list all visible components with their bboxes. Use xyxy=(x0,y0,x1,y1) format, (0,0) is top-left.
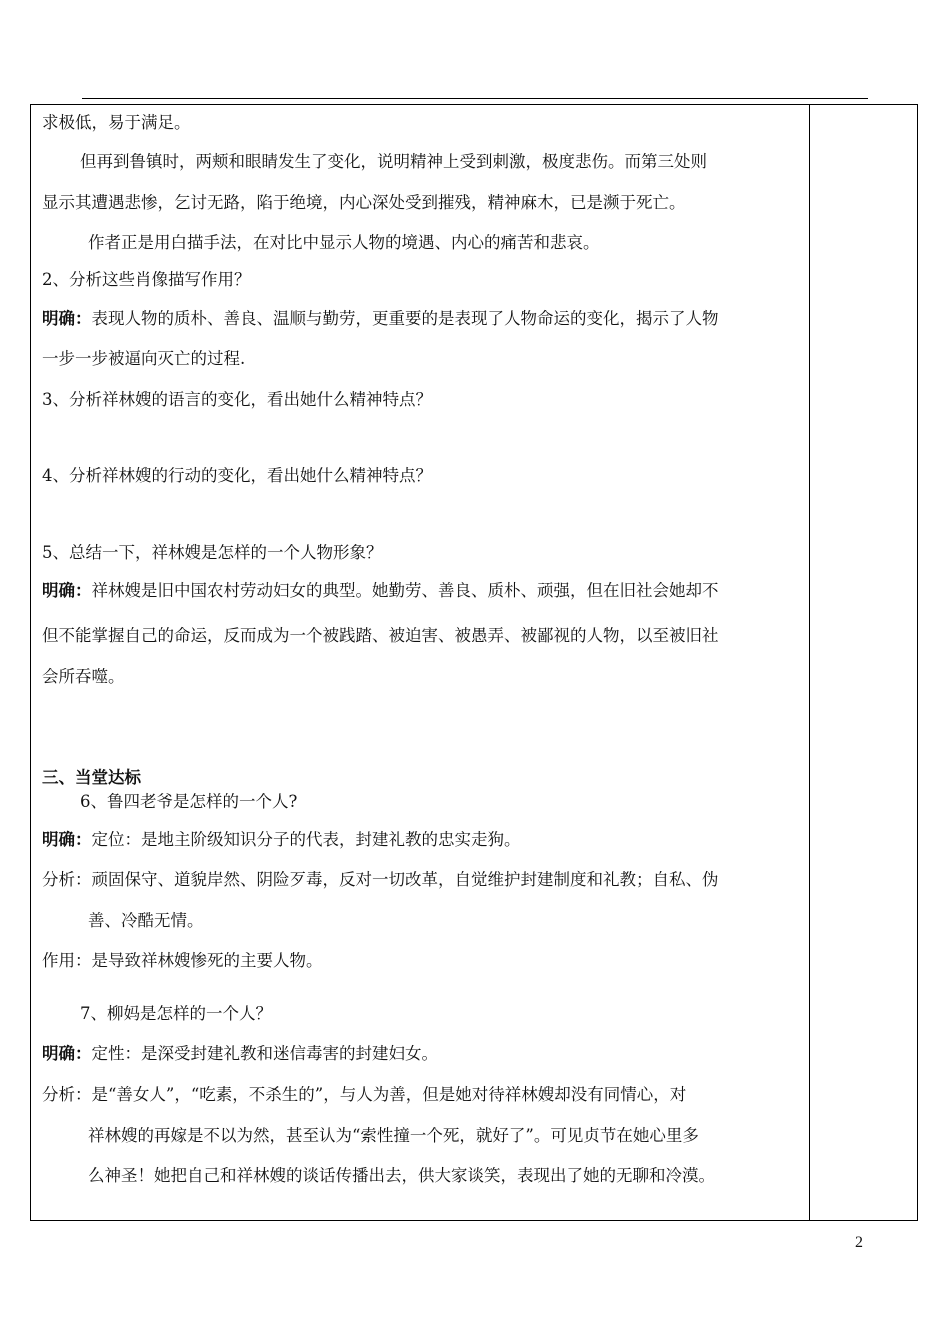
question-4: 4、分析祥林嫂的行动的变化，看出她什么精神特点？ xyxy=(42,466,432,485)
header-rule xyxy=(82,98,868,99)
text-line: 会所吞噬。 xyxy=(42,667,125,686)
text-line: 但不能掌握自己的命运，反而成为一个被践踏、被迫害、被愚弄、被鄙视的人物，以至被旧社 xyxy=(42,626,719,645)
question-3: 3、分析祥林嫂的语言的变化，看出她什么精神特点？ xyxy=(42,390,432,409)
text-line: 作用：是导致祥林嫂惨死的主要人物。 xyxy=(42,951,323,970)
answer-label: 明确： xyxy=(42,1044,92,1063)
section-heading: 三、当堂达标 xyxy=(42,768,141,787)
text-line: 一步一步被逼向灭亡的过程. xyxy=(42,349,246,368)
text-line: 祥林嫂的再嫁是不以为然，甚至认为“索性撞一个死，就好了”。可见贞节在她心里多 xyxy=(88,1126,699,1145)
page-number: 2 xyxy=(855,1234,863,1251)
answer-label: 明确： xyxy=(42,830,92,849)
question-5: 5、总结一下，祥林嫂是怎样的一个人物形象？ xyxy=(42,543,383,562)
text-line: 么神圣！她把自己和祥林嫂的谈话传播出去，供大家谈笑，表现出了她的无聊和冷漠。 xyxy=(88,1166,715,1185)
text-line: 求极低，易于满足。 xyxy=(42,113,191,132)
answer-line: 明确：定性：是深受封建礼教和迷信毒害的封建妇女。 xyxy=(42,1044,438,1063)
text-line: 善、冷酷无情。 xyxy=(88,911,204,930)
answer-line: 明确：祥林嫂是旧中国农村劳动妇女的典型。她勤劳、善良、质朴、顽强，但在旧社会她却不 xyxy=(42,581,719,600)
answer-line: 明确：定位：是地主阶级知识分子的代表，封建礼教的忠实走狗。 xyxy=(42,830,521,849)
answer-label: 明确： xyxy=(42,581,92,600)
text-line: 但再到鲁镇时，两颊和眼睛发生了变化，说明精神上受到刺激，极度悲伤。而第三处则 xyxy=(80,152,707,171)
table-column-divider xyxy=(809,104,810,1221)
text-line: 分析：顽固保守、道貌岸然、阴险歹毒，反对一切改革，自觉维护封建制度和礼教；自私、伪 xyxy=(42,870,719,889)
question-6: 6、鲁四老爷是怎样的一个人? xyxy=(80,792,298,811)
answer-label: 明确： xyxy=(42,309,92,328)
text-line: 显示其遭遇悲惨，乞讨无路，陷于绝境，内心深处受到摧残，精神麻木，已是濒于死亡。 xyxy=(42,193,686,212)
question-2: 2、分析这些肖像描写作用？ xyxy=(42,270,251,289)
question-7: 7、柳妈是怎样的一个人？ xyxy=(80,1004,272,1023)
answer-line: 明确：表现人物的质朴、善良、温顺与勤劳，更重要的是表现了人物命运的变化，揭示了人物 xyxy=(42,309,719,328)
text-line: 分析：是“善女人”，“吃素，不杀生的”，与人为善，但是她对待祥林嫂却没有同情心，对 xyxy=(42,1085,687,1104)
text-line: 作者正是用白描手法，在对比中显示人物的境遇、内心的痛苦和悲哀。 xyxy=(88,233,600,252)
